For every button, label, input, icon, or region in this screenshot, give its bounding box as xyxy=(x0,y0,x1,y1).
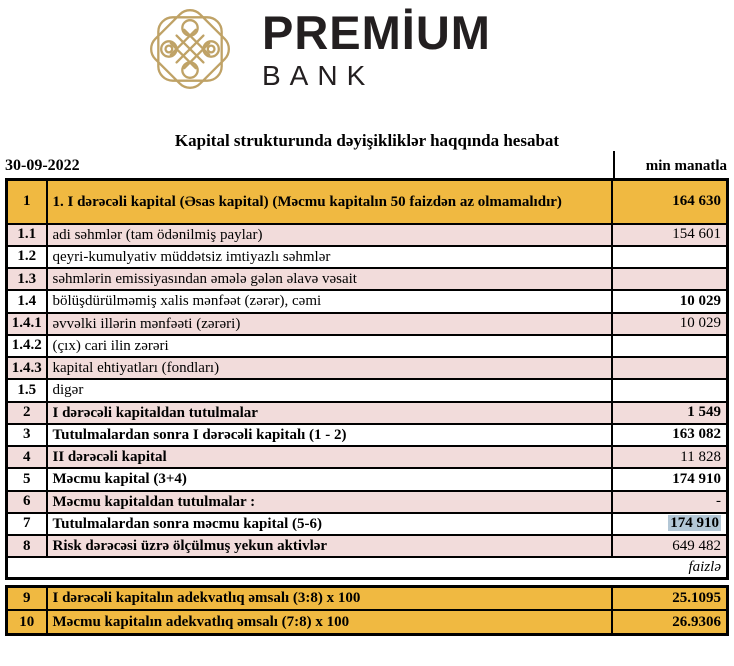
row-value xyxy=(612,335,728,357)
table-row xyxy=(7,513,728,535)
row-value: 1 549 xyxy=(612,402,728,424)
table-row xyxy=(7,335,728,357)
row-index: 1.5 xyxy=(7,379,47,401)
row-index: 3 xyxy=(7,424,47,446)
row-label: Məcmu kapital (3+4) xyxy=(47,468,612,490)
table-row xyxy=(7,268,728,290)
table-row xyxy=(7,610,728,634)
table-row xyxy=(7,491,728,513)
table-row xyxy=(7,246,728,268)
adequacy-ratio-table xyxy=(5,585,729,636)
unit-label: min manatla xyxy=(645,158,727,174)
row-label: (çıx) cari ilin zərəri xyxy=(47,335,612,357)
table-row xyxy=(7,379,728,401)
table-row xyxy=(7,535,728,557)
row-index: 6 xyxy=(7,491,47,513)
row-label: bölüşdürülməmiş xalis mənfəət (zərər), cəmi xyxy=(47,290,612,312)
row-value: 154 601 xyxy=(612,224,728,246)
row-value: 26.9306 xyxy=(612,610,728,634)
row-value: 164 630 xyxy=(612,180,728,224)
brand-subname: BANK xyxy=(262,60,375,92)
report-date: 30-09-2022 xyxy=(5,157,80,174)
row-index: 5 xyxy=(7,468,47,490)
row-index: 9 xyxy=(7,586,47,610)
row-index: 1 xyxy=(7,180,47,224)
row-value: 25.1095 xyxy=(612,586,728,610)
table-row xyxy=(7,290,728,312)
row-value xyxy=(612,246,728,268)
table-row xyxy=(7,468,728,490)
table-row xyxy=(7,586,728,610)
row-label: I dərəcəli kapitaldan tutulmalar xyxy=(47,402,612,424)
row-index: 1.1 xyxy=(7,224,47,246)
row-value: 10 029 xyxy=(612,313,728,335)
row-index: 7 xyxy=(7,513,47,535)
row-index: 2 xyxy=(7,402,47,424)
percent-label: faizlə xyxy=(7,557,728,578)
row-index: 1.3 xyxy=(7,268,47,290)
row-label: Tutulmalardan sonra I dərəcəli kapitalı (1 - 2) xyxy=(47,424,612,446)
row-label: səhmlərin emissiyasından əmələ gələn əlavə vəsait xyxy=(47,268,612,290)
row-value xyxy=(612,357,728,379)
row-index: 8 xyxy=(7,535,47,557)
row-value: 10 029 xyxy=(612,290,728,312)
row-index: 1.4.3 xyxy=(7,357,47,379)
selected-value: 174 910 xyxy=(670,515,719,532)
row-label: Tutulmalardan sonra məcmu kapital (5-6) xyxy=(47,513,612,535)
table-row xyxy=(7,446,728,468)
row-value xyxy=(612,513,728,535)
row-label: əvvəlki illərin mənfəəti (zərəri) xyxy=(47,313,612,335)
row-value: 163 082 xyxy=(612,424,728,446)
row-value: - xyxy=(612,491,728,513)
row-value xyxy=(612,268,728,290)
row-label: II dərəcəli kapital xyxy=(47,446,612,468)
date-strip xyxy=(5,151,729,178)
row-index: 1.4.2 xyxy=(7,335,47,357)
header-divider xyxy=(613,151,615,178)
row-label: I dərəcəli kapitalın adekvatlıq əmsalı (3:8) x 100 xyxy=(47,586,612,610)
row-label: qeyri-kumulyativ müddətsiz imtiyazlı səhmlər xyxy=(47,246,612,268)
row-label: Məcmu kapitalın adekvatlıq əmsalı (7:8) x 100 xyxy=(47,610,612,634)
capital-table xyxy=(5,178,729,580)
row-index: 1.2 xyxy=(7,246,47,268)
brand-wordmark xyxy=(262,8,491,92)
row-value: 11 828 xyxy=(612,446,728,468)
table-row xyxy=(7,313,728,335)
row-value xyxy=(612,379,728,401)
row-value: 649 482 xyxy=(612,535,728,557)
table-row xyxy=(7,424,728,446)
celtic-knot-icon xyxy=(142,1,238,97)
row-label: adi səhmlər (tam ödənilmiş paylar) xyxy=(47,224,612,246)
row-index: 4 xyxy=(7,446,47,468)
brand-name: PREMİUM xyxy=(262,6,491,59)
row-label: kapital ehtiyatları (fondları) xyxy=(47,357,612,379)
row-label: digər xyxy=(47,379,612,401)
row-index: 1.4.1 xyxy=(7,313,47,335)
row-label: Məcmu kapitaldan tutulmalar : xyxy=(47,491,612,513)
row-index: 10 xyxy=(7,610,47,634)
table-row xyxy=(7,224,728,246)
percent-note-row xyxy=(7,557,728,578)
row-label: Risk dərəcəsi üzrə ölçülmuş yekun aktivlər xyxy=(47,535,612,557)
row-value: 174 910 xyxy=(612,468,728,490)
row-label: 1. I dərəcəli kapital (Əsas kapital) (Məcmu kapitalın 50 faizdən az olmamalıdır) xyxy=(47,180,612,224)
table-row xyxy=(7,357,728,379)
report-title: Kapital strukturunda dəyişikliklər haqqında hesabat xyxy=(174,131,560,150)
table-row xyxy=(7,180,728,224)
tables-container xyxy=(5,178,729,636)
table-row xyxy=(7,402,728,424)
row-index: 1.4 xyxy=(7,290,47,312)
